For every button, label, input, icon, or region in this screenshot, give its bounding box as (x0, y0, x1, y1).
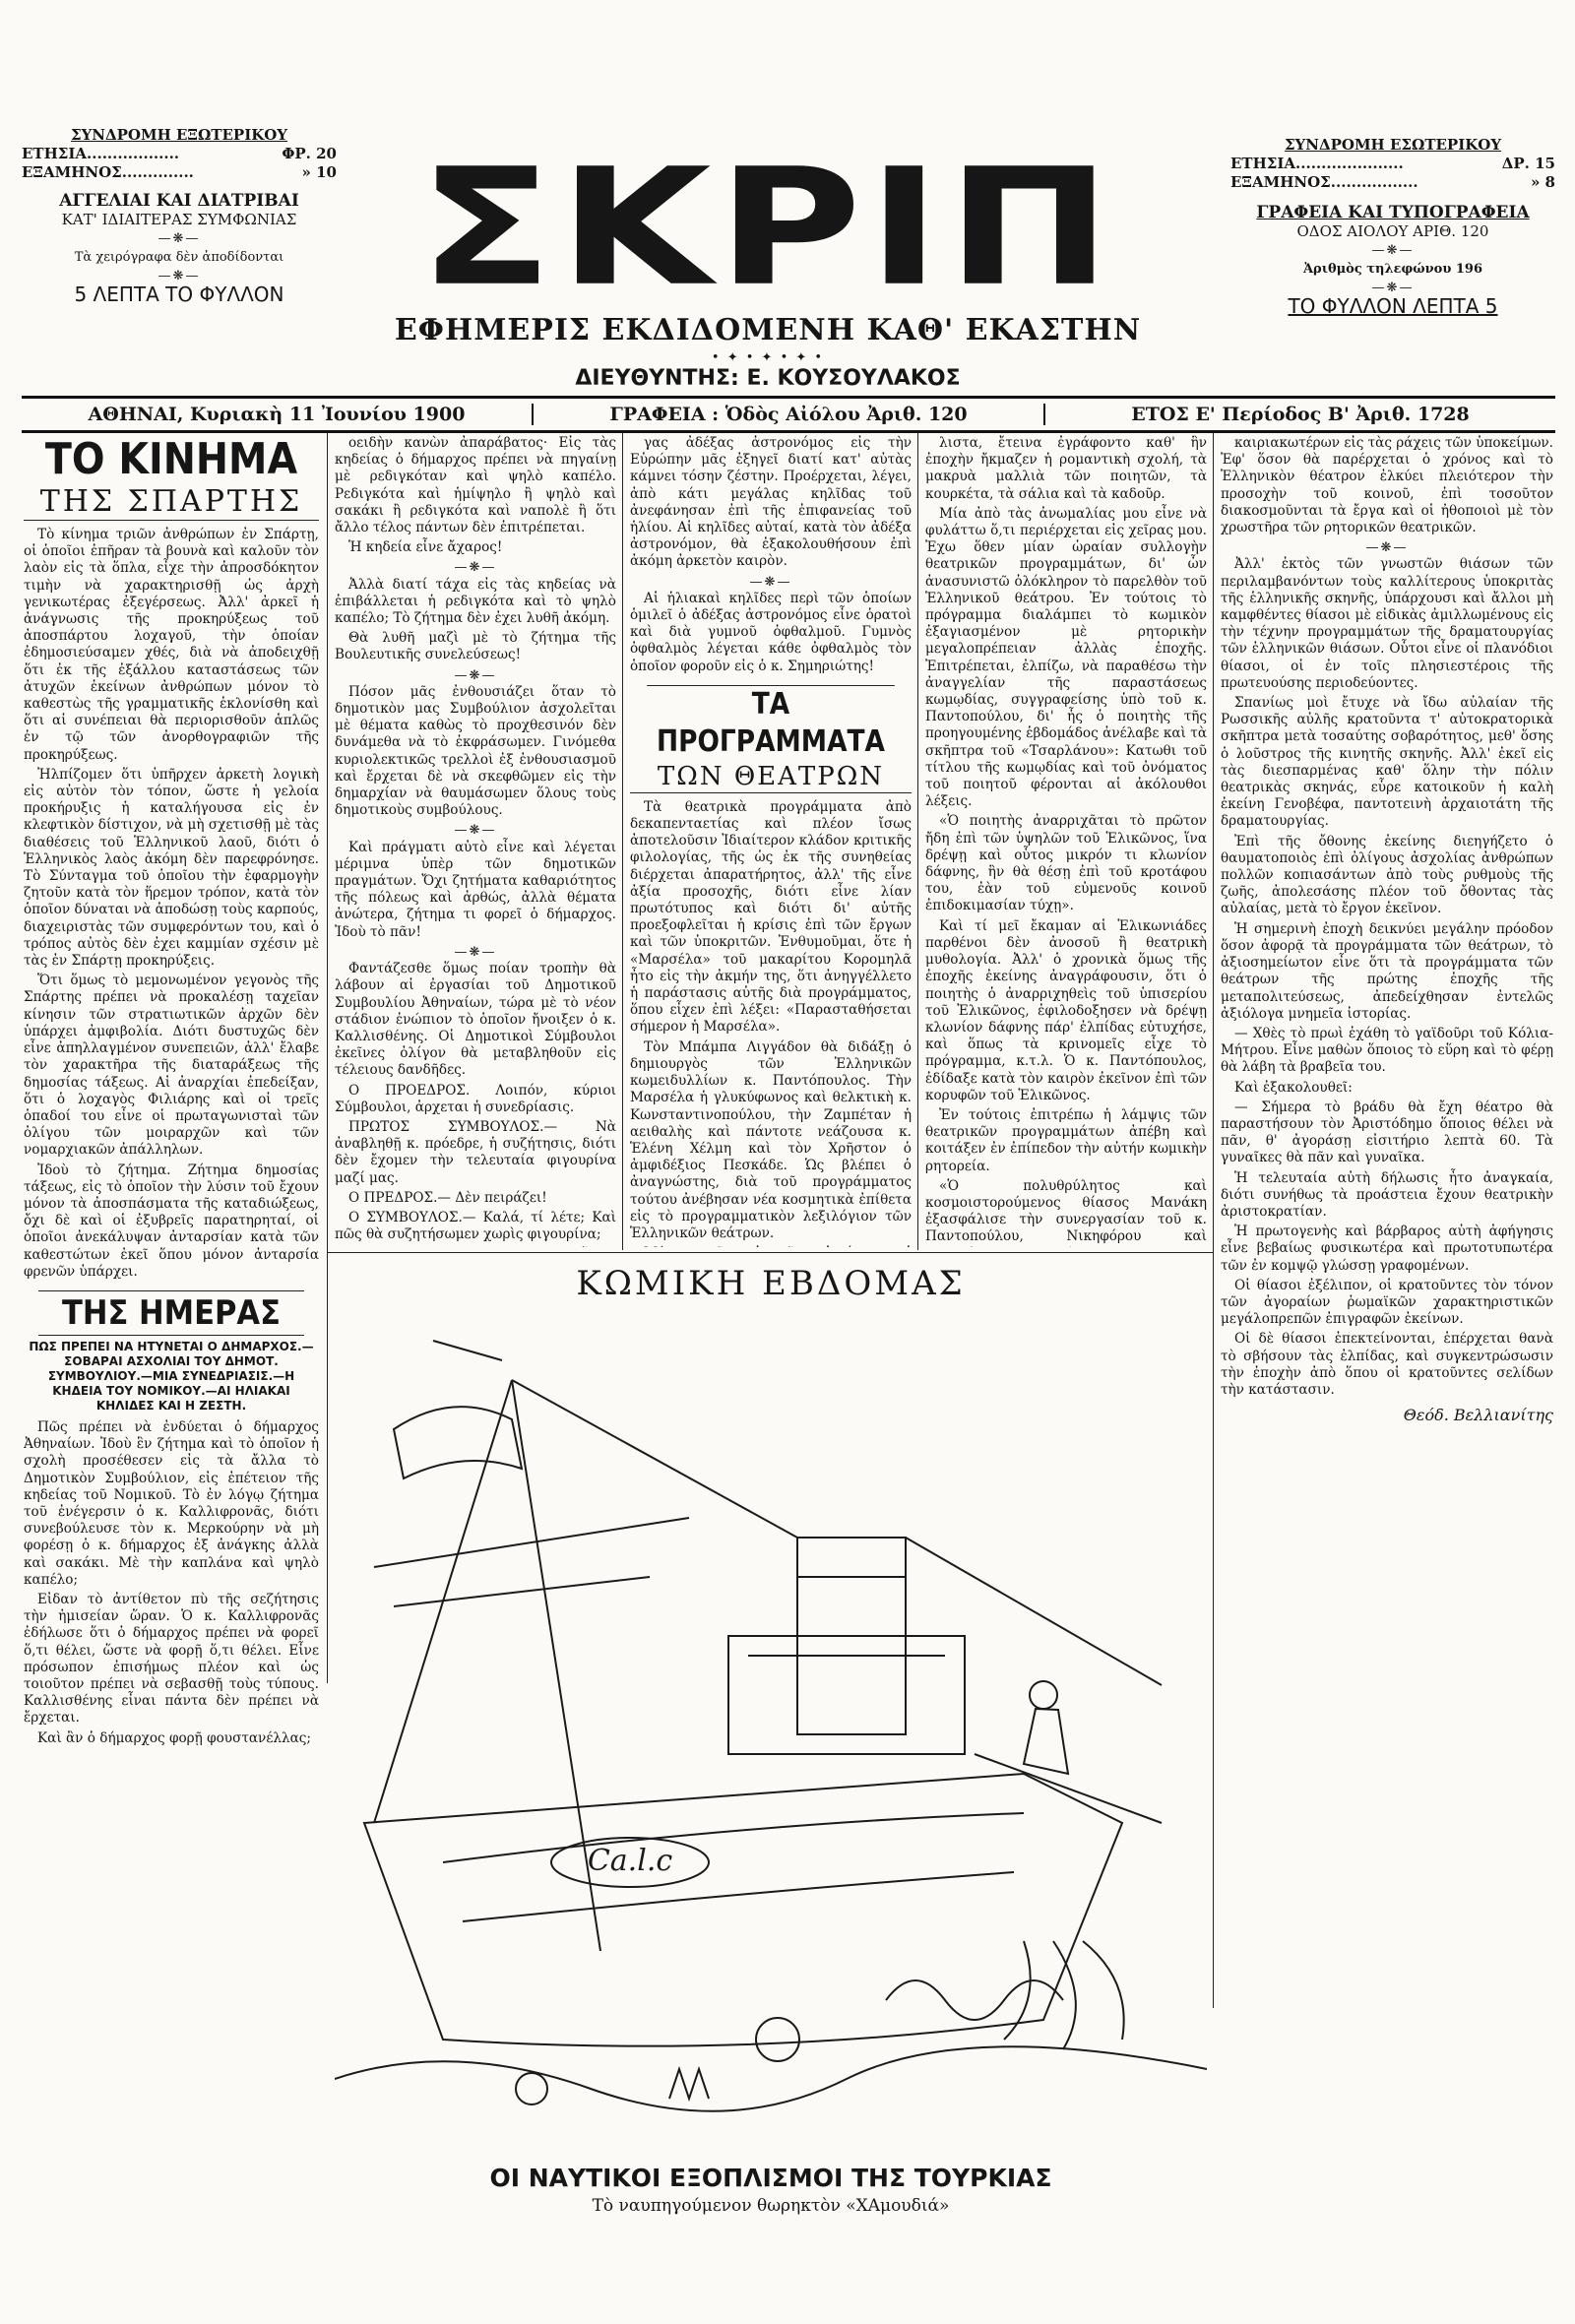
left-ear-price: 5 ΛΕΠΤΑ ΤΟ ΦΥΛΛΟΝ (74, 283, 284, 306)
cartoon-illustration (335, 1311, 1207, 2158)
right-ear-row-2-label: ΕΞΑΜΗΝΟΣ................. (1230, 173, 1418, 191)
article-paragraph (630, 1245, 912, 1247)
ship-flag (433, 1341, 502, 1360)
article-paragraph: «Ὁ ποιητὴς ἀναρριχᾶται τὸ πρῶτον ἤδη ἐπὶ τῶν ὑψηλῶν τοῦ Ἑλικῶνος, ἵνα δρέψῃ καὶ οὗτος μικρόν τι κλωνίον δάφνης, ἣν θὰ θέσῃ ἐπὶ τοῦ κροτάφου του, ἐὰν τοῦ εὐμενοῦς κοινοῦ ἐπιδοκιμασίαν τύχῃ». (925, 813, 1207, 914)
article-paragraph: Θὰ λυθῆ μαζὶ μὲ τὸ ζήτημα τῆς Βουλευτικῆς συνελεύσεως! (335, 630, 616, 663)
article-paragraph: λιστα, ἔτεινα ἐγράφοντο καθ' ἣν ἐποχὴν ἤκμαζεν ἡ ρομαντικὴ σχολή, τὰ μακρυὰ μαλλιὰ τῶν ποιητῶν, τὰ κουρκέτα, τὰ σάλια καὶ τὰ καδοῦρ. (925, 435, 1207, 502)
article-paragraph: καιριακωτέρων εἰς τὰς ράχεις τῶν ὑποκείμων. Ἐφ' ὅσον θὰ παρέρχεται ὁ χρόνος καὶ τὸ Ἑλληνικὸν θέατρον ἐλκύει πλειότερον τὴν προσοχὴν τοῦ κοινοῦ, ἐπὶ τοσοῦτον διακοσμοῦνται τὰ ἔργα καὶ οἱ ἠθοποιοὶ μὲ τὸν χρωστῆρα τῶν ρητορικῶν θεατρικῶν. (1221, 435, 1553, 536)
left-ear-row-2-label: ΕΞΑΜΗΝΟΣ.............. (22, 163, 194, 181)
right-ear-row-1 (1230, 155, 1555, 173)
article-paragraph: Ἀλλ' ἐκτὸς τῶν γνωστῶν θιάσων τῶν περιλαμβανόντων τοὺς καλλίτερους ὑποκριτὰς τῆς ἑλληνικῆς σκηνῆς, ὑπάρχουσι καὶ ἄλλοι μὴ καμφθέντες θίασοι μὲ εἰδικὰς ἀμιλλωμένους εἰς τὴν τέχνην προγραμμάτων τῆς δραματουργίας τῶν ἑλληνικῶν θιάσων. Οὗτοι εἶνε οἱ πλανόδιοι θίασοι, οἱ ἐν τοῖς πλησιεστέροις τῆς πρωτευούσης περιοδεύοντες. (1221, 556, 1553, 691)
ornament-icon: —❋— (1365, 540, 1409, 556)
ornament-icon: —❋— (1371, 281, 1415, 295)
article-headline: ΤΑ ΠΡΟΓΡΑΜΜΑΤΑ (647, 685, 895, 761)
right-ear-row-2 (1230, 173, 1555, 192)
article-paragraph: Φαντάζεσθε ὅμως ποίαν τροπὴν θὰ λάβουν αἱ ἐργασίαι τοῦ Δημοτικοῦ Συμβουλίου Ἀθηναίων, τώρα μὲ τὸ νέον στάδιον ἐνώπιον τὸ ὁποῖον ἤνοιξεν ὁ κ. Καλλισθένης. Οἱ Δημοτικοὶ Σύμβουλοι ἐκεῖνες ὀλίγον θὰ μεταβληθοῦν εἰς τέλειους δανδῆδες. (335, 961, 616, 1079)
column-1 (24, 435, 319, 2236)
ornament-icon: —❋— (454, 667, 497, 683)
article-paragraph: — Χθὲς τὸ πρωὶ ἐχάθη τὸ γαϊδοῦρι τοῦ Κόλια-Μήτρου. Εἶνε μαθὼν ὅποιος τὸ εὕρη καὶ τὸ φέρῃ θὰ λάβη τὰ βραβεῖα του. (1221, 1025, 1553, 1076)
right-ear-row-1-value: ΔΡ. 15 (1501, 155, 1555, 172)
left-ear-notice: ΑΓΓΕΛΙΑΙ ΚΑΙ ΔΙΑΤΡΙΒΑΙ (59, 191, 299, 211)
section-subhead: ΠΩΣ ΠΡΕΠΕΙ ΝΑ ΗΤΥΝΕΤΑΙ Ο ΔΗΜΑΡΧΟΣ.— ΣΟΒΑΡΑΙ ΑΣΧΟΛΙΑΙ ΤΟΥ ΔΗΜΟΤ. ΣΥΜΒΟΥΛΙΟΥ.—ΜΙΑ ΣΥΝΕΔΡΙΑΣΙΣ.—Η ΚΗΔΕΙΑ ΤΟΥ ΝΟΜΙΚΟΥ.—ΑΙ ΗΛΙΑΚΑΙ ΚΗΛΙΔΕΣ ΚΑΙ Η ΖΕΣΤΗ. (29, 1339, 314, 1413)
article-paragraph: Καὶ πράγματι αὐτὸ εἶνε καὶ λέγεται μέριμνα ὑπὲρ τῶν δημοτικῶν πραγμάτων. Ὄχι ζητήματα καθαριότητος τῆς πόλεως καὶ ἀρθώς, ἀλλὰ θέματα ἀνώτερα, ζήτημα τι φορεῖ ὁ δήμαρχος. Ἰδοὺ τὸ πᾶν! (335, 839, 616, 940)
cartoon (335, 1260, 1207, 2244)
article-paragraph: «Ὁ πολυθρύλητος καὶ κοσμοιστορούμενος θίασος Μανάκη ἐξασφάλισε τὴν συνεργασίαν τοῦ κ. Παντοπούλου, Νικηφόρου καὶ (925, 1177, 1207, 1245)
article-paragraph: Ἡ κηδεία εἶνε ἄχαρος! (348, 539, 503, 556)
article-paragraph: Ἰδοὺ τὸ ζήτημα. Ζήτημα δημοσίας τάξεως, εἰς τὸ ὁποῖον τὴν λύσιν τοῦ ἔχουν μόνον τὰ ἀποσπάσματα τῆς καταδιώξεως, ὄχι δὲ καὶ οἱ ἐξυβρεῖς παρατηρηταί, οἱ ὁποῖοι ἀνεκάλυψαν ἀνταρσίαν κατὰ τῶν καθεστώτων ἐκεῖ ὅπου μόνον ἀνταρσία φρενῶν ὑπάρχει. (24, 1162, 319, 1280)
cartoon-top-rule (327, 1252, 1213, 1253)
cartoon-title: ΚΩΜΙΚΗ ΕΒΔΟΜΑΣ (576, 1264, 966, 1303)
ship-drawing (335, 1341, 1207, 2111)
article-paragraph (335, 1246, 616, 1247)
urchin-icon (756, 2018, 799, 2061)
masthead-director: ΔΙΕΥΘΥΝΤΗΣ: Ε. ΚΟΥΣΟΥΛΑΚΟΣ (575, 366, 961, 391)
article-paragraph: Μία ἀπὸ τὰς ἀνωμαλίας μου εἶνε νὰ φυλάττω ὅ,τι περιέρχεται εἰς χεῖρας μου. Ἐχω ὅθεν μίαν ὡραίαν συλλογὴν θεατρικῶν προγραμμάτων, δι' ὧν ἀνασυνιστῶ ὁλόκληρον τὸ παρελθὸν τοῦ Ἑλληνικοῦ θεάτρου. Ἐν τούτοις τὸ πρόγραμμα διαλάμπει τὸ κωμικὸν ἐξαγιασμένον μὲ ρητορικὴν μεγαλοπρέπειαν ἀλλὰς ἐποχῆς. Ἐπιτρέπεται, ἐλπίζω, νὰ παραθέσω τὴν ἀναγγελίαν τῆς παραστάσεως κωμῳδίας, συγγραφείσης ὑπὸ τοῦ κ. Παντοπούλου, δι' ἧς ὁ ποιητὴς τῆς προηγουμένης ἑβδομάδος ἀνέλαβε καὶ τὰ σκῆπτρα τοῦ «Τσαρλάνου»: Κατωθι τοῦ τίτλου τῆς κωμῳδίας καὶ τοῦ ὀνόματος τοῦ ποιητοῦ φέρονται αἱ ἀκόλουθοι λέξεις. (925, 505, 1207, 810)
left-ear-title: ΣΥΝΔΡΟΜΗ ΕΞΩΤΕΡΙΚΟΥ (70, 126, 288, 144)
article-paragraph: Τὸ κίνημα τριῶν ἀνθρώπων ἐν Σπάρτῃ, οἱ ὁποῖοι ἐπῆραν τὰ βουνὰ καὶ καλοῦν τὸν λαὸν εἰς τὰ ὅπλα, εἶχε τὴν ἀπροσδόκητον τιμὴν νὰ χαρακτηρισθῇ ὡς ἀρχὴ γενικωτέρας ἐξεγέρσεως. Ἀλλ' ἀρκεῖ ἡ ἀνάγνωσις τῆς προκηρύξεως τοῦ ἀποσπάρτου λοχαγοῦ, τὴν ὁποίαν ἐδημοσιεύσαμεν χθές, διὰ νὰ ἀποδειχθῇ ὅτι ἐκ τῆς ἐξάλλου καταστάσεως τῶν ἀτυχῶν ἐκείνων ἀνθρώπων μόνον τὸ καθεστὼς τῆς γραμματικῆς ἐκλονίσθη καὶ ὅτι αἱ συνέπειαι θὰ περιορισθοῦν ἁπλῶς ἐν τῷ τῶν ἀνορθογραφιῶν τῆς προκηρύξεως. (24, 527, 319, 763)
column-3 (630, 435, 912, 1247)
seabed (335, 2046, 1207, 2110)
article-paragraph: Ο ΣΥΜΒΟΥΛΟΣ.— Καλά, τί λέτε; Καὶ πῶς θὰ συζητήσωμεν χωρὶς φιγουρίνα; (335, 1209, 616, 1243)
octopus-icon (886, 1980, 1063, 2020)
masthead-title: ΣΚΡΙΠ (418, 134, 1117, 323)
article-paragraph: Καὶ τί μεῖ ἔκαμαν αἱ Ἑλικωνιάδες παρθένοι δὲν ἀνοσοῦ ἢ θεατρικὴ μυθολογία. Ἀλλ' ὁ χρονικὰ ὅμως τῆς ἐποχῆς ἐκείνης ἀναγράφουσιν, ὅτι ὁ ποιητὴς ὁ ἀναρριχηθεὶς τοῦ ὑπισερίου τοῦ Ἑλικῶνος, ἐφιλοδοξησεν νὰ δρέψῃ κλωνίον δάφνης πάρ' ἐλπίδας εὐτυχήσε, καὶ ὅπως τὰ κρινομεῖς εἶχε τὸ πρόγραμμα, κ.τ.λ. Ὁ κ. Παντόπουλος, ἐδίδαξε κατὰ τὸν καιρὸν ἐκεῖνον ἐπὶ τῶν κορυφῶν τοῦ Ἑλικῶνος. (925, 917, 1207, 1103)
right-ear-phone: Ἀριθμὸς τηλεφώνου 196 (1302, 262, 1483, 277)
article-paragraph: Καὶ ἐξακολουθεῖ: (1234, 1079, 1353, 1096)
ship-name-label: Ca.l.c (587, 1844, 673, 1878)
article-paragraph: Αἱ ἡλιακαὶ κηλῖδες περὶ τῶν ὁποίων ὁμιλεῖ ὁ ἀδέξας ἀστρονόμος εἶνε ὁρατοὶ καὶ διὰ γυμνοῦ ὀφθαλμοῦ. Γυμνὸς ὀφθαλμὸς λέγεται κάθε ὀφθαλμὸς τὸν ὁποῖον φοροῦν εἰς ὁ κ. Σημηριώτης! (630, 590, 912, 674)
ornament-icon: —❋— (1371, 243, 1415, 258)
left-ear-row-1-label: ΕΤΗΣΙΑ.................. (22, 145, 180, 162)
column-2 (335, 435, 616, 1247)
article-paragraph: Ο ΠΡΕΔΡΟΣ.— Δὲν πειράζει! (348, 1189, 547, 1206)
ornament-icon: —❋— (749, 574, 792, 590)
left-ear-row-2-value: » 10 (301, 163, 337, 181)
left-ear-row-1-value: ΦΡ. 20 (282, 145, 337, 162)
article-paragraph: Ἐν τούτοις ἐπιτρέπω ἡ λάμψις τῶν θεατρικῶν προγραμμάτων ἀπέβη καὶ κοιτάξεν ἐν ἐπίπεδον τὴν αὐτήν κωμικὴν ρητορεία. (925, 1106, 1207, 1174)
ornament-icon: —❋— (158, 269, 201, 283)
article-paragraph: γας ἀδέξας ἀστρονόμος εἰς τὴν Εὐρώπην μᾶς ἐξηγεῖ διατί κατ' αὐτὰς κάμνει τόσην ζέστην. Προέρχεται, λέγει, ἀπὸ κάτι μεγάλας κηλῖδας τοῦ ἀνεφάνησαν ἐπὶ τῆς ἐπιφανείας τοῦ ἡλίου. Αἱ κηλῖδες αὐταί, κατὰ τὸν ἀδέξα ἀστρονόμον, θὰ ἐξακολουθήσουν ἐπὶ ἀκόμη ἀρκετὸν καιρὸν. (630, 435, 912, 570)
ship-cabin (728, 1636, 965, 1754)
article-paragraph: — Σήμερα τὸ βράδυ θὰ ἔχη θέατρο θὰ παραστήσουν τὸν Ἀριστόδημο ὅποιος θέλει νὰ πᾶν, θ' ἀγοράσῃ εἰσιτήριο λεπτὰ 60. Τὰ γυναῖκες θὰ πᾶν καὶ γυναῖκα. (1221, 1099, 1553, 1166)
article-paragraph: Ἠλπίζομεν ὅτι ὑπῆρχεν ἀρκετὴ λογικὴ εἰς αὐτὸν τὸν τόπον, ὥστε ἡ γελοία προκήρυξις ἡ καταλήγουσα εἰς ἐν κλεφτικὸν δίστιχον, νὰ μὴ σχετισθῇ μὲ τὰς διαθέσεις τοῦ Ἑλληνικοῦ λαοῦ, διότι ὁ Ἑλληνικὸς λαὸς ἀκόμη δὲν παρεφρόνησε. Τὸ Σύνταγμα τοῦ ὁποῖου τὴν ἐφαρμογὴν ζητοῦν κατὰ τὸν ἥρεμον τρόπον, κατὰ τὸν ὁποῖον δύναται νὰ ἀποδώσῃ τοὺς καρπούς, διαχειριστὰς τῶν συμφερόντων του, καὶ ὁ τρόπος αὐτὸς δὲν ἐχει καμμίαν σχέσιν μὲ τὰς ἐν Σπάρτῃ προκηρύξεις. (24, 766, 319, 970)
article-paragraph: Ο ΠΡΟΕΔΡΟΣ. Λοιπόν, κύριοι Σύμβουλοι, ἀρχεται ἡ συνεδρίασις. (335, 1082, 616, 1115)
article-paragraph: Πόσον μᾶς ἐνθουσιάζει ὅταν τὸ δημοτικὸν μας Συμβούλιον ἀσχολεῖται μὲ θέματα καθὼς τὸ προχθεσινόν δὲν δυνάμεθα νὰ τὸ ἐκφράσωμεν. Γινόμεθα κυριολεκτικῶς τρελλοὶ ἐξ ἐνθουσιασμοῦ καὶ ἔρχεται δὲ νὰ σκεφθῶμεν εἰς τὴν δημαρχίαν νὰ θαυμάσωμεν ὅλους τοὺς δημοτικοὺς συμβούλους. (335, 683, 616, 819)
right-ear-price: ΤΟ ΦΥΛΛΟΝ ΛΕΠΤΑ 5 (1288, 294, 1498, 318)
right-ear (1230, 136, 1555, 316)
article-paragraph: Ἀλλὰ διατί τάχα εἰς τὰς κηδείας νὰ ἐπιβάλλεται ἡ ρεδιγκότα καὶ τὸ ψηλὸ καπέλο; Τὸ ζήτημα δὲν ἐχει λυθῆ ἀκόμη. (335, 576, 616, 627)
masthead-subtitle: ΕΦΗΜΕΡΙΣ ΕΚΔΙΔΟΜΕΝΗ ΚΑΘ' ΕΚΑΣΤΗΝ (394, 313, 1142, 347)
cartoon-caption: ΟΙ ΝΑΥΤΙΚΟΙ ΕΞΟΠΛΙΣΜΟΙ ΤΗΣ ΤΟΥΡΚΙΑΣ (489, 2164, 1052, 2192)
article-subheadline: ΤΩΝ ΘΕΑΤΡΩΝ (630, 761, 912, 793)
column-rule (622, 433, 623, 1250)
article-paragraph: ΠΡΩΤΟΣ ΣΥΜΒΟΥΛΟΣ.— Νὰ ἀναβληθῇ κ. πρόεδρε, ἡ συζήτησις, διότι δὲν ἔχομεν τὴν τελευταία φιγουρίνα μαζί μας. (335, 1118, 616, 1186)
dateline (22, 396, 1555, 433)
article-paragraph: Ἐπὶ τῆς ὄθονης ἐκείνης διεηγήζετο ὁ θαυματοποιὸς ἐπὶ ὀλίγους ἀσχολίας ἀνθρώπων πολλῶν κοπιασάντων ἀπὸ τοὺς ρυθμοὺς τῆς ζωῆς, ἀπολεσάσης πλέον τοῦ ὄθοντας τὰς αὐλαίας, μετὰ τὸ ἔργον ἐκεῖνον. (1221, 833, 1553, 917)
article-paragraph: Σπανίως μοὶ ἔτυχε νὰ ἴδω αὐλαίαν τῆς Ρωσσικῆς αὐλῆς κρατοῦντα τ' αὐτοκρατορικὰ σκῆπτρα μετὰ τοσαύτης σοβαρότητος, μεθ' ὅσης ὁ λοῦστρος τῆς κινητῆς σκηνῆς. Ἀλλ' ἐκεῖ εἰς τὰς διεσπαρμένας καθ' ὅλην τὴν πόλιν θεατρικὰς σκηνάς, εὗρε κατοικοῦν ἡ καλὴ ἐκείνη Γενοβέφα, παντοτεινὴ ἀρχαιοτάτη τῆς δραματουργίας. (1221, 695, 1553, 830)
column-rule (917, 433, 918, 1250)
right-ear-title: ΣΥΝΔΡΟΜΗ ΕΣΩΤΕΡΙΚΟΥ (1284, 136, 1502, 154)
article-paragraph: Πῶς πρέπει νὰ ἐνδύεται ὁ δήμαρχος Ἀθηναίων. Ἰδοὺ ἓν ζήτημα καὶ τὸ ὁποῖον ἡ σχολὴ προσέθεσεν εἰς τὰ ἄλλα τὸ Δημοτικὸν Συμβούλιον, εἰς ἐπέτειον τῆς κηδείας τοῦ Νομικοῦ. Τὸ ἐν λόγῳ ζήτημα τοῦ ἐνέγερσιν ὁ κ. Καλλιφρονᾶς, διότι συνεβούλευσε τὸν κ. Μερκούρην νὰ μὴ φορέσῃ ὁ κ. δήμαρχος ἐξ ἀνάγκης ἀλλὰ καὶ σακάκι. Μὲ τὴν καπλάνα καὶ ψηλὸ καπέλο; (24, 1418, 319, 1588)
ship-sail (394, 1407, 522, 1478)
left-ear (22, 126, 337, 304)
column-rule (1213, 433, 1214, 2008)
ship-yard (374, 1518, 689, 1567)
column-rule (327, 433, 328, 1683)
article-paragraph: Ἡ πρωτογενὴς καὶ βάρβαρος αὐτὴ ἀφήγησις εἶνε βεβαίως φυσικωτέρα καὶ πρωτοτυπωτέρα τῶν ἐν κομψῷ γλώσσῃ γραφομένων. (1221, 1224, 1553, 1274)
article-subheadline: ΤΗΣ ΣΠΑΡΤΗΣ (24, 484, 319, 521)
ornament-icon: —❋— (454, 823, 497, 839)
column-4 (925, 435, 1207, 1247)
article-paragraph: Ὅτι ὅμως τὸ μεμονωμένον γεγονὸς τῆς Σπάρτης πρέπει νὰ προκαλέσῃ ταχεῖαν κίνησιν τῶν στρατιωτικῶν ἀρχῶν δὲν ὑπάρχει ἀμφιβολία. Διότι δυστυχῶς δὲν εἶνε ἀπηλλαγμένον συνεπειῶν, ἀλλ' ἔλαβε τὸν χαρακτῆρα τῆς διαταράξεως τῆς δημοσίας τάξεως. Αἱ ἀναρχίαι ἐπεδείξαν, ὅτι ὁ λοχαγὸς Φιλιάρης καὶ οἱ τρεῖς ὁπαδοί του εἶνε οἱ πρωταγωνισταὶ τῶν ὀλίγου τῶν μοιραρχῶν καὶ τῶν νομαρχιακῶν ἀπάλληλων. (24, 973, 319, 1159)
section-headline: ΤΗΣ ΗΜΕΡΑΣ (38, 1290, 304, 1336)
article-signature: Θεόδ. Βελλιανίτης (1403, 1406, 1553, 1425)
article-paragraph: Καὶ ἂν ὁ δήμαρχος φορῇ φουστανέλλας; (37, 1729, 311, 1746)
ornament-icon: —❋— (454, 560, 497, 576)
right-ear-row-1-label: ΕΤΗΣΙΑ..................... (1230, 155, 1404, 172)
ornament-icon: —❋— (158, 231, 201, 246)
ornament-icon: • ✦ • ✦ • ✦ • (711, 350, 825, 365)
right-ear-row-2-value: » 8 (1530, 173, 1555, 191)
article-paragraph: Τὰ θεατρικὰ προγράμματα ἀπὸ δεκαπενταετίας καὶ πλέον ἴσως ἀποτελοῦσιν Ἰδιαίτερον κλάδον κριτικῆς φιλολογίας, τῆς ὡς ἐκ τῆς συνηθείας διέρχεται ἀπαρατήρητος, ἀλλ' τῆς εἶνε ἀξία προσοχῆς, διότι εἶνε λίαν πρωτότυπος καὶ διότι δι' αὐτῆς προεξοφλεῖται ἡ κρίσις ἐπὶ τῶν ἔργων καὶ τῶν ὑποκριτῶν. Ἐνθυμοῦμαι, ὅτε ἡ «Μαρσέλα» τοῦ μακαρίτου Κορομηλᾶ ἦτο εἰς τὴν ἀκμήν της, ὅτι ἀνηγγέλλετο ἡ παράστασις αὐτῆς διὰ προγράμματος, ὅπου εἶχεν ἐπὶ λέξει: «Παρασταθήσεται σήμερον ἡ Μαρσέλα». (630, 798, 912, 1036)
article-paragraph: Τὸν Μπάμπα Λιγγάδον θὰ διδάξῃ ὁ δημιουργὸς τῶν Ἑλληνικῶν κωμειδυλλίων κ. Παντόπουλος. Τὴν Μαρσέλα ἡ γλυκύφωνος καὶ θελκτικὴ κ. Κωνσταντινοπούλου, τὴν Ζαμπέταν ἡ αειθαλὴς καὶ πάντοτε νεάζουσα κ. Ἑλένη Χέλμη καὶ τὸν Χρῆστον ὁ ἀμφιδέξιος Πεσκάδε. Ὡς βλέπει ὁ ἀναγνώστης, διὰ τοῦ προγράμματος τούτου ἀνέβησαν νέα κοσμητικὰ ἐπίθετα εἰς τὸ προγραμματικὸν λεξιλόγιον τῶν Ἑλληνικῶν θεάτρων. (630, 1038, 912, 1241)
article-headline: ΤΟ ΚΙΝΗΜΑ (44, 435, 298, 484)
left-ear-notice2: ΚΑΤ' ΙΔΙΑΙΤΕΡΑΣ ΣΥΜΦΩΝΙΑΣ (61, 211, 297, 228)
sailor-figure (1030, 1681, 1057, 1709)
left-ear-row-1 (22, 145, 337, 163)
article-paragraph: Εἰδαν τὸ ἀντίθετον πὺ τῆς σεζήτησις τὴν ἡμισείαν ὥραν. Ὁ κ. Καλλιφρονᾶς ἐδήλωσε ὅτι ὁ δήμαρχος πρέπει νὰ φορεῖ ὅ,τι θέλει, ὥστε νὰ φορῇ ὅ,τι θέλει. Εἶνε πρόσωπον ἐπισήμως πλέον καὶ ὡς τοιοῦτον πρέπει νὰ σεβασθῇ τοὺς τύπους. Καλλισθένης εἶναι πάντα δὲν πρέπει νὰ ἔρχεται. (24, 1591, 319, 1727)
article-paragraph: Οἱ δὲ θίασοι ἐπεκτείνονται, ἑπέρχεται θανὰ τὸ σβήσουν τὰς ἐλπίδας, καὶ συγκεντρώσωσιν τὴν ἐποχὴν ἀπὸ ὅπου οἱ κρατοῦντες σελίδων τὴν κατάστασιν. (1221, 1331, 1553, 1398)
cartoon-subcaption: Τὸ ναυπηγούμενον θωρηκτὸν «ΧΑμουδιά» (592, 2196, 950, 2216)
article-paragraph: Ἡ σημερινὴ ἐποχὴ δεικνύει μεγάλην πρόοδον ὅσον ἀφορᾷ τὰ προγράμματα τῶν θεάτρων, τὸ ἀξιοσημείωτον εἶνε ὅτι τὰ προγράμματα τῶν θεάτρων τῆς πρώτης ἐποχῆς τῆς μεταπολιτεύσεως, ἀπεδείχθησαν ἐντελῶς ἀξιόλογα μνημεῖα ἰστορίας. (1221, 920, 1553, 1022)
dateline-issue: ΕΤΟΣ Ε' Περίοδος Β' Ἀριθ. 1728 (1131, 404, 1470, 425)
dateline-office: ΓΡΑΦΕΙΑ : Ὁδὸς Αἰόλου Ἀριθ. 120 (532, 404, 1045, 425)
ornament-icon: —❋— (454, 944, 497, 960)
left-ear-row-2 (22, 163, 337, 182)
column-5 (1221, 435, 1553, 2030)
right-ear-address: ΟΔΟΣ ΑΙΟΛΟΥ ΑΡΙΘ. 120 (1296, 222, 1489, 240)
left-ear-note: Τὰ χειρόγραφα δὲν ἀποδίδονται (74, 250, 284, 265)
article-paragraph: Ἡ τελευταία αὐτὴ δήλωσις ἦτο ἀναγκαία, διότι συνήθως τὰ προάστεια ἔχουν θεατρικὴν ἀριστοκρατίαν. (1221, 1169, 1553, 1220)
right-ear-offices: ΓΡΑΦΕΙΑ ΚΑΙ ΤΥΠΟΓΡΑΦΕΙΑ (1256, 203, 1530, 222)
article-paragraph: Οἱ θίασοι ἐξέλιπον, οἱ κρατοῦντες τὸν τόνον τῶν ἀγοραίων ῥωμαϊκῶν χαρακτηριστικῶν μεγάλοπρεπῶν ἐπιγραφῶν ἐκείνων. (1221, 1277, 1553, 1328)
dateline-date: ΑΘΗΝΑΙ, Κυριακὴ 11 Ἰουνίου 1900 (88, 404, 466, 425)
article-paragraph: οειδὴν κανὼν ἀπαράβατος· Εἰς τὰς κηδείας ὁ δήμαρχος πρέπει νὰ πηγαίνῃ μὲ ρεδιγκόταν καὶ ψηλὸ καπέλο. Ρεδιγκότα καὶ ἡμίψηλο ἢ ψηλὸ καὶ σακάκι ἢ ρεδιγκότα καὶ ναπολὲ ἢ ὅτι ἄλλο τέλος πάντων δὲν ἐπιτρέπεται. (335, 435, 616, 536)
